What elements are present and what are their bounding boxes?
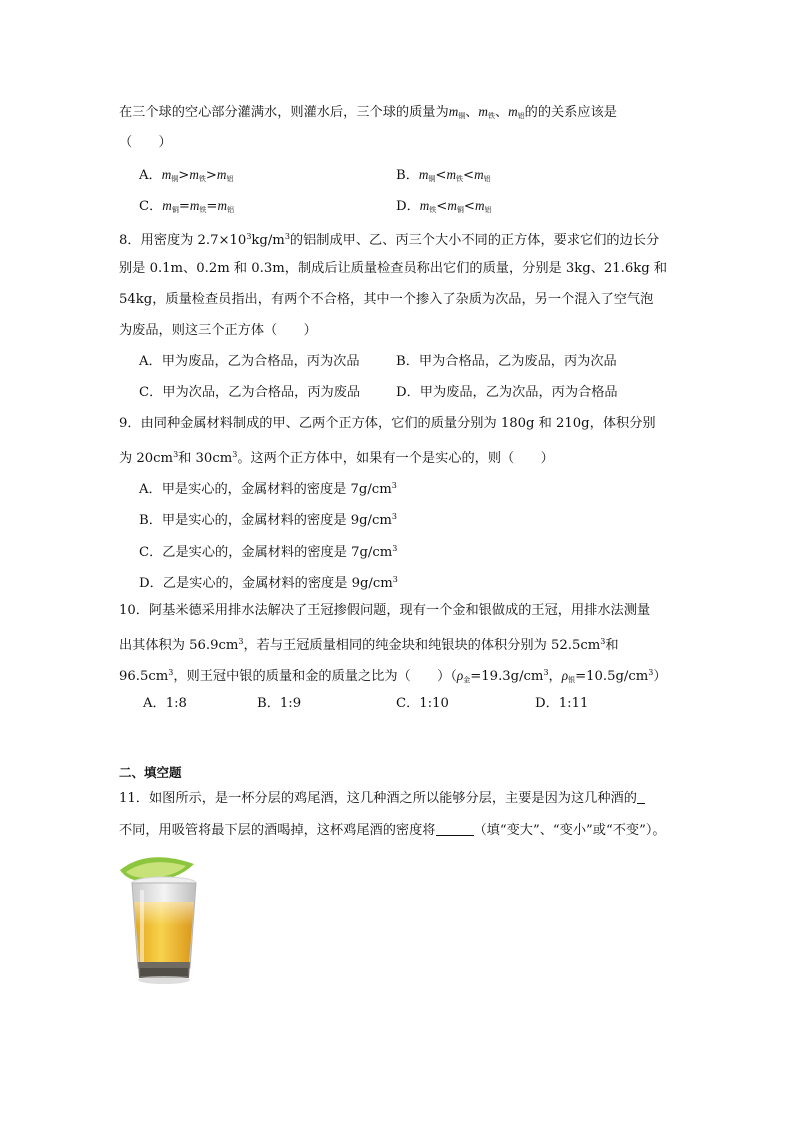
q10-option-c[interactable]: C．1:10 (396, 696, 449, 711)
q7-stem-line: 在三个球的空心部分灌满水，则灌水后，三个球的质量为$m_铜$、$m_铁$、$m_铝$的的关系应该是 (119, 104, 617, 120)
q8-option-a[interactable]: A．甲为废品，乙为合格品，丙为次品 (139, 354, 360, 369)
q10-option-a[interactable]: A．1:8 (143, 696, 187, 711)
q8-option-d[interactable]: D．甲为废品，乙为次品，丙为合格品 (396, 385, 618, 400)
q9-option-d[interactable]: D．乙是实心的，金属材料的密度是 $9g/cm^3$ (139, 575, 398, 591)
q7-option-d[interactable]: D．$m_铁<m_铜<m_铝$ (396, 198, 492, 214)
q8-option-b[interactable]: B．甲为合格品，乙为废品，丙为次品 (396, 354, 617, 369)
q11-stem-line-1: 11．如图所示，是一杯分层的鸡尾酒，这几种酒之所以能够分层，主要是因为这几种酒的 (119, 790, 645, 808)
q10-stem-line-3: $96.5cm^3$，则王冠中银的质量和金的质量之比为（ ）（$\rho_金=19.3g/cm^3$，$\rho_银=10.5g/cm^3$） (119, 668, 667, 684)
q10-stem-line-2: 出其体积为 $56.9cm^3$，若与王冠质量相同的纯金块和纯银块的体积分别为 $52.5cm^3$和 (119, 637, 619, 653)
q7-option-b[interactable]: B．$m_铜<m_铁<m_铝$ (396, 167, 491, 183)
q9-option-b[interactable]: B．甲是实心的，金属材料的密度是 $9g/cm^3$ (139, 512, 397, 528)
section-title: 二、填空题 (119, 765, 182, 780)
q8-stem-line-1: 8．用密度为 $2.7\times 10^3kg/m^3$的铝制成甲、乙、丙三个大小不同的正方体，要求它们的边长分 (119, 232, 660, 248)
q8-option-c[interactable]: C．甲为次品，乙为合格品，丙为废品 (139, 385, 361, 400)
q9-stem-line-1: 9．由同种金属材料制成的甲、乙两个正方体，它们的质量分别为 180g 和 210g，体积分别 (119, 416, 656, 431)
q9-option-a[interactable]: A．甲是实心的，金属材料的密度是 $7g/cm^3$ (139, 481, 397, 497)
q7-option-c[interactable]: C．$m_铜=m_铁=m_铝$ (139, 198, 234, 214)
q7-option-a[interactable]: A．$m_铜>m_铁>m_铝$ (139, 167, 234, 183)
q9-option-c[interactable]: C．乙是实心的，金属材料的密度是 $7g/cm^3$ (139, 544, 398, 560)
q8-stem-line-2: 别是 0.1m、0.2m 和 0.3m，制成后让质量检查员称出它们的质量，分别是 3kg、21.6kg 和 (119, 261, 668, 276)
q10-option-d[interactable]: D．1:11 (535, 696, 589, 711)
answer-blank-1[interactable] (637, 790, 645, 804)
cocktail-glass-image (118, 850, 210, 1000)
q11-stem-line-2: 不同，用吸管将最下层的酒喝掉，这杯鸡尾酒的密度将 （填“变大”、“变小”或“不变”）。 (119, 823, 666, 838)
q8-stem-line-3: 54kg，质量检查员指出，有两个不合格，其中一个掺入了杂质为次品，另一个混入了空气泡 (119, 292, 654, 307)
q8-stem-line-4: 为废品，则这三个正方体（ ） (119, 323, 317, 338)
answer-blank-2[interactable] (436, 822, 474, 836)
q9-stem-line-2: 为 $20cm^3$和 $30cm^3$。这两个正方体中，如果有一个是实心的，则（ ） (119, 450, 554, 466)
q7-answer-paren: （ ） (119, 135, 172, 150)
q10-stem-line-1: 10．阿基米德采用排水法解决了王冠掺假问题，现有一个金和银做成的王冠，用排水法测量 (119, 603, 651, 618)
q10-option-b[interactable]: B．1:9 (257, 696, 302, 711)
